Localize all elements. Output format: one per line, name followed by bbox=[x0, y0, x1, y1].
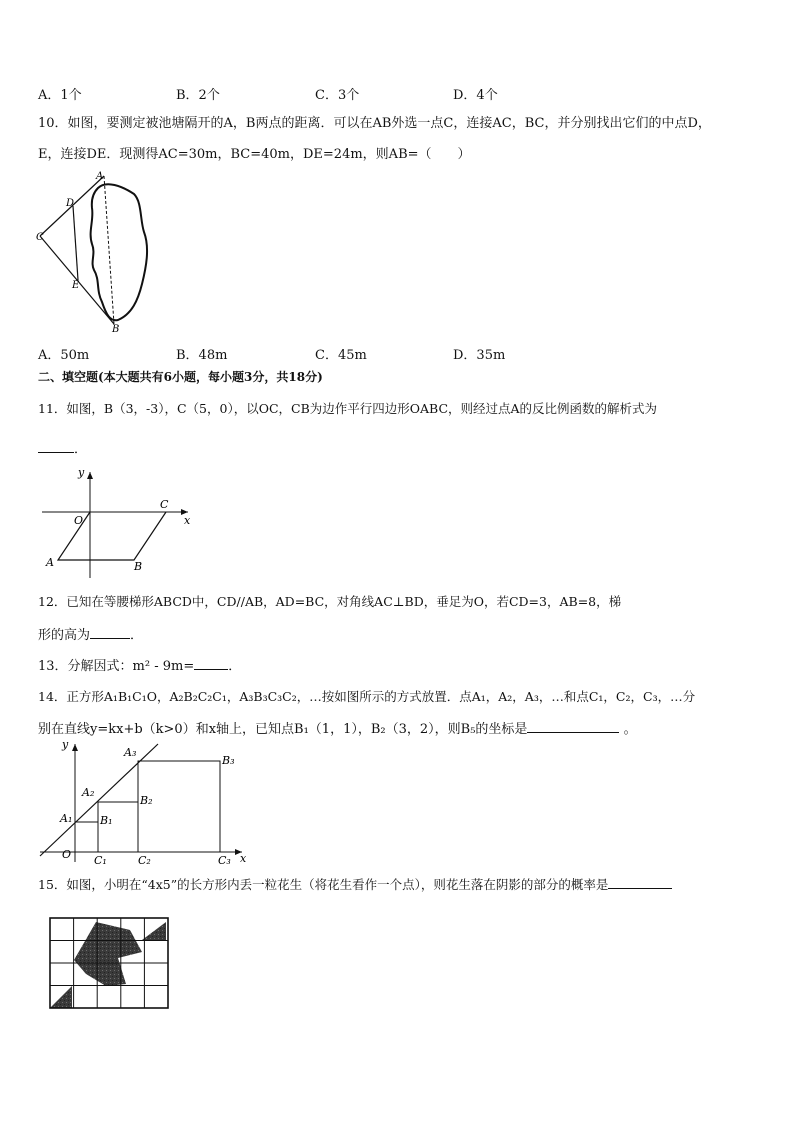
q11-label-b: B bbox=[134, 560, 143, 573]
q11-suffix: ． bbox=[74, 442, 88, 457]
q15-answer-blank[interactable] bbox=[608, 874, 672, 889]
q11-text-line2 bbox=[38, 438, 87, 459]
q14-prefix: 别在直线y=kx+b（k>0）和x轴上，已知点B₁（1，1），B₂（3，2），则B₅的坐标是 bbox=[38, 722, 528, 737]
q10-text-line1: 10．如图，要测定被池塘隔开的A，B两点的距离．可以在AB外选一点C，连接AC，BC，并分别找出它们的中点D， bbox=[38, 116, 711, 131]
q11-label-o: O bbox=[74, 514, 84, 527]
q14-label-c1: C₁ bbox=[94, 854, 107, 866]
q11-label-y: y bbox=[78, 466, 85, 479]
q14-text-line1: 14．正方形A₁B₁C₁O，A₂B₂C₂C₁，A₃B₃C₃C₂，…按如图所示的方式放置．点A₁，A₂，A₃，…和点C₁，C₂，C₃，…分 bbox=[38, 689, 696, 704]
q12-suffix: ． bbox=[130, 628, 144, 643]
q11-label-x: x bbox=[184, 514, 191, 527]
q13-answer-blank[interactable] bbox=[194, 655, 228, 670]
q14-label-x: x bbox=[240, 852, 247, 865]
q10-label-c: C bbox=[36, 232, 44, 243]
q14-label-o: O bbox=[62, 848, 72, 861]
q14-label-a3: A₃ bbox=[124, 746, 137, 759]
q10-label-a: A bbox=[96, 171, 104, 182]
q12-answer-blank[interactable] bbox=[90, 624, 130, 639]
q14-text-line2 bbox=[38, 718, 637, 739]
q10-label-e: E bbox=[72, 280, 80, 291]
q12-text-line1: 12．已知在等腰梯形ABCD中，CD//AB，AD=BC，对角线AC⊥BD，垂足为O，若CD=3，AB=8，梯 bbox=[38, 594, 622, 609]
q10-option-d: D．35m bbox=[453, 348, 506, 363]
q10-option-a: A．50m bbox=[38, 348, 90, 363]
q15-grid-figure bbox=[46, 914, 172, 1012]
q12-prefix: 形的高为 bbox=[38, 628, 91, 643]
q11-answer-blank[interactable] bbox=[38, 438, 74, 453]
q10-option-b: B．48m bbox=[176, 348, 228, 363]
q9-option-c: C．3个 bbox=[315, 88, 360, 103]
q10-option-c: C．45m bbox=[315, 348, 367, 363]
section-heading: 二、填空题(本大题共有6小题，每小题3分，共18分) bbox=[38, 370, 323, 384]
q12-text-line2 bbox=[38, 624, 143, 645]
q9-option-a: A．1个 bbox=[38, 88, 82, 103]
q13-text bbox=[38, 655, 241, 676]
q11-label-c: C bbox=[160, 498, 169, 511]
q14-label-y: y bbox=[62, 738, 69, 751]
q14-label-b2: B₂ bbox=[140, 794, 153, 807]
q11-label-a: A bbox=[46, 556, 54, 569]
q14-label-a2: A₂ bbox=[82, 786, 95, 799]
q10-label-b: B bbox=[112, 324, 120, 334]
q10-pond-figure bbox=[36, 168, 152, 334]
q13-prefix: 13．分解因式：m² - 9m= bbox=[38, 659, 195, 674]
q14-label-b3: B₃ bbox=[222, 754, 235, 767]
q11-parallelogram-figure bbox=[38, 466, 198, 580]
q14-label-b1: B₁ bbox=[100, 814, 113, 827]
q9-option-b: B．2个 bbox=[176, 88, 220, 103]
q15-text bbox=[38, 874, 672, 894]
q15-prefix: 15．如图，小明在“4x5”的长方形内丢一粒花生（将花生看作一个点），则花生落在阴影的部分的概率是 bbox=[38, 877, 609, 892]
q14-label-c2: C₂ bbox=[138, 854, 151, 866]
q14-label-a1: A₁ bbox=[60, 812, 73, 825]
q14-suffix: 。 bbox=[623, 722, 637, 737]
q10-text-line2: E，连接DE．现测得AC=30m，BC=40m，DE=24m，则AB=（ ） bbox=[38, 147, 471, 162]
q14-answer-blank[interactable] bbox=[527, 718, 619, 733]
q14-squares-figure bbox=[36, 738, 258, 866]
q13-suffix: ． bbox=[228, 659, 242, 674]
q9-option-d: D．4个 bbox=[453, 88, 498, 103]
q11-text-line1: 11．如图，B（3，-3），C（5，0），以OC，CB为边作平行四边形OABC，则经过点A的反比例函数的解析式为 bbox=[38, 401, 658, 416]
q10-label-d: D bbox=[66, 198, 75, 209]
q14-label-c3: C₃ bbox=[218, 854, 231, 866]
